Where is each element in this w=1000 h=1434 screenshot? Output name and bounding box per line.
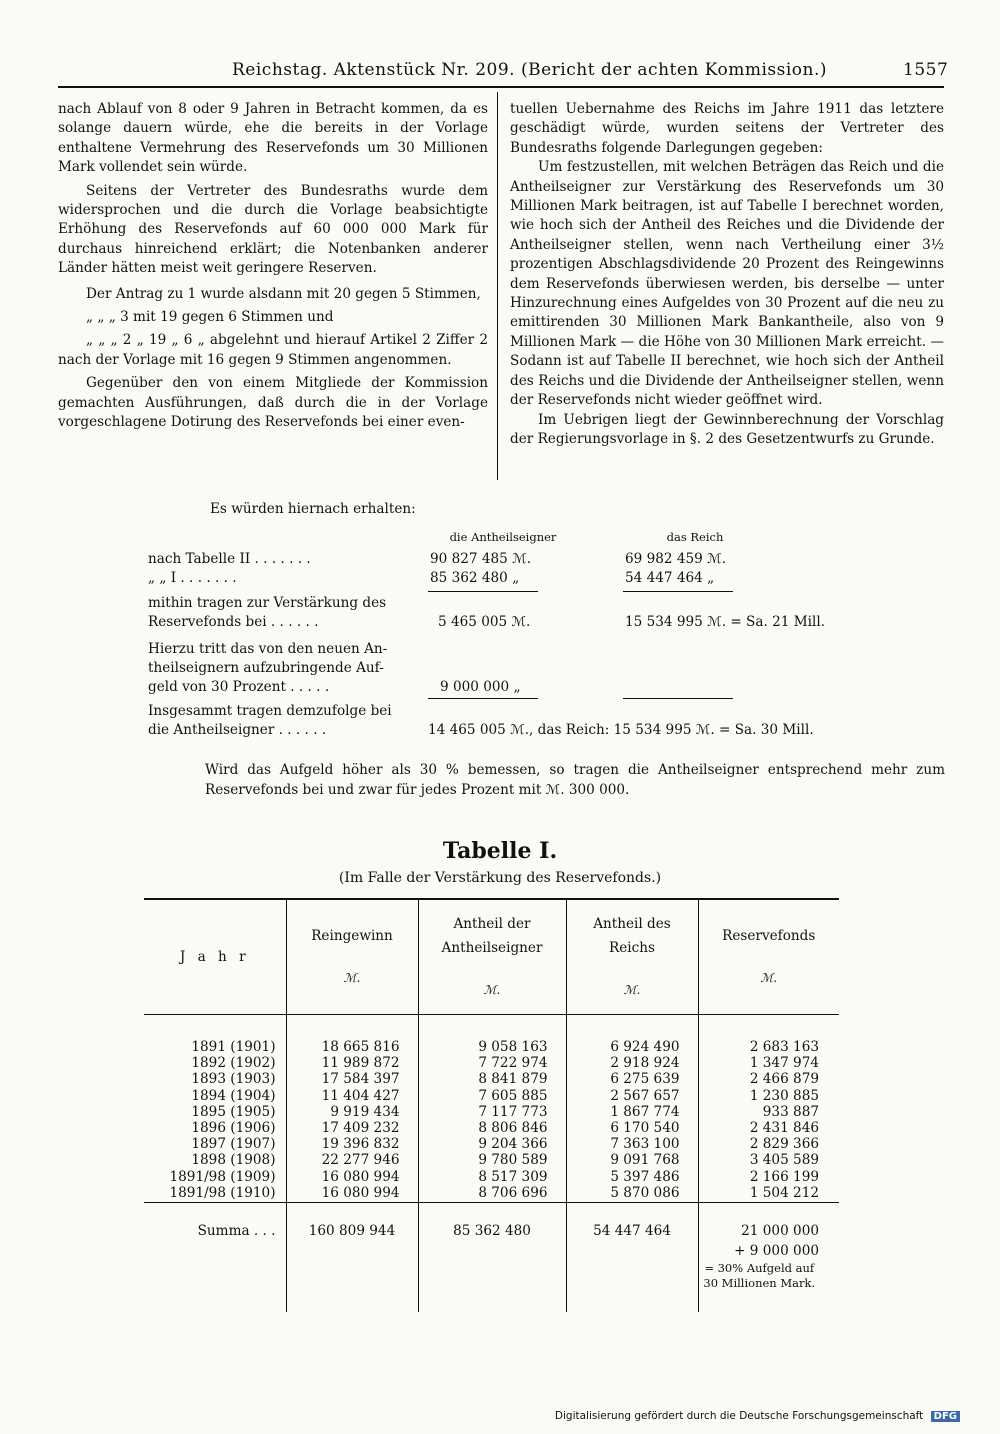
year-cell: 1896 (1906) <box>191 1120 276 1137</box>
sum-note: = 30% Aufgeld auf <box>704 1261 815 1276</box>
sum-rule <box>623 698 733 699</box>
unit-label: ℳ. <box>343 971 361 985</box>
unit-label: ℳ. <box>760 971 778 985</box>
value-cell: 3 405 589 <box>749 1152 819 1169</box>
value-cell: 8 706 696 <box>478 1184 548 1201</box>
value-cell: 2 683 163 <box>749 1039 819 1055</box>
value-cell: 8 806 846 <box>478 1120 548 1137</box>
right-column <box>510 100 944 449</box>
value-cell: 9 058 163 <box>478 1039 548 1055</box>
value-cell: 2 829 366 <box>749 1136 819 1153</box>
sum-note: 30 Millionen Mark. <box>703 1276 816 1291</box>
year-cell: 1893 (1903) <box>191 1071 276 1088</box>
reich-column <box>566 1015 698 1203</box>
left-paragraph: Seitens der Vertreter des Bundesraths wurde dem widersprochen und die durch die Vorlage beabsichtigte Erhöhung des Reservefonds auf 60 000 000 Mark für durchaus hinreichend erklärt; die Notenbanken anderer Länder hätten meist weit geringere Reserven. <box>58 182 488 277</box>
table-title: Tabelle I. <box>442 838 558 864</box>
value-cell: 2 918 924 <box>610 1055 680 1072</box>
header-jahr <box>144 900 286 1015</box>
table-body-row <box>144 1015 839 1203</box>
value-cell: 9 919 434 <box>330 1103 400 1120</box>
sum-label: Summa . . . <box>144 1203 286 1313</box>
value-cell: 2 567 657 <box>610 1087 680 1104</box>
value-cell: 5 397 486 <box>610 1168 680 1185</box>
value-cell: 9 000 000 „ <box>440 679 521 695</box>
year-cell: 1898 (1908) <box>191 1152 276 1169</box>
right-paragraph: Um festzustellen, mit welchen Beträgen das Reich und die Antheilseigner zur Verstärkung des Reservefonds um 30 Millionen Mark beitragen, ist auf Tabelle I berechnet worden, wie hoch sich der Antheil des Reiches und die Dividende der Antheilseigner stellen, wenn nach Vertheilung einer 3½ prozentigen Abschlagsdividende 20 Prozent des Reingewinns dem Reservefonds überwiesen werden, bis derselbe — unter Hinzurechnung eines Aufgeldes von 30 Prozent auf die neu zu emittirenden 30 Millionen Mark Bankantheile, also von 9 Millionen Mark — die Höhe von 30 Millionen Mark erreicht. — Sodann ist auf Tabelle II berechnet, wie hoch sich der Antheil des Reichs und die Dividende der Antheilseigner stellen, wenn der Reservefonds nicht wieder geöffnet wird. <box>510 159 944 409</box>
total-value: 14 465 005 ℳ., das Reich: 15 534 995 ℳ. = Sa. 30 Mill. <box>428 722 814 738</box>
value-cell: 9 204 366 <box>478 1136 548 1153</box>
value-cell: 69 982 459 ℳ. <box>625 551 727 567</box>
header-jahr-text: J a h r <box>179 949 250 965</box>
value-cell: 7 722 974 <box>478 1055 548 1072</box>
reingewinn-column <box>286 1015 418 1203</box>
right-paragraph: tuellen Uebernahme des Reichs im Jahre 1911 das letztere geschädigt würde, wurden seitens der Vertreter des Bundesraths folgende Darlegungen gegeben: <box>510 101 944 156</box>
value-cell: 22 277 946 <box>321 1152 400 1169</box>
value-cell: 17 584 397 <box>321 1071 400 1088</box>
value-cell: 1 867 774 <box>610 1103 680 1120</box>
aufgeld-note: Wird das Aufgeld höher als 30 % bemessen, so tragen die Antheilseigner entsprechend mehr zum Reservefonds bei und zwar für jedes Prozent mit ℳ. 300 000. <box>205 762 945 798</box>
left-paragraph: nach Ablauf von 8 oder 9 Jahren in Betracht kommen, da es solange dauern würde, ehe die bereits in der Vorlage enthaltene Vermehrung des Reservefonds um 30 Millionen Mark vollendet sein würde. <box>58 101 488 176</box>
column-header-antheilseigner: die Antheilseigner <box>449 530 557 544</box>
value-cell: 6 275 639 <box>610 1071 680 1088</box>
value-cell: 9 780 589 <box>478 1152 548 1169</box>
row-label: nach Tabelle II . . . . . . . <box>148 551 311 567</box>
year-cell: 1891/98 (1909) <box>169 1168 276 1185</box>
value-cell: 2 166 199 <box>749 1168 819 1185</box>
table-header-row <box>144 900 839 1015</box>
row-label: theilseignern aufzubringende Auf- <box>148 660 384 676</box>
value-cell: 11 404 427 <box>321 1087 400 1104</box>
value-cell: 17 409 232 <box>321 1120 400 1137</box>
row-label: „ „ I . . . . . . . <box>148 570 237 586</box>
antheilseigner-column <box>418 1015 566 1203</box>
year-cell: 1891 (1901) <box>191 1039 276 1055</box>
value-cell: 1 347 974 <box>749 1055 819 1072</box>
value-cell: 85 362 480 „ <box>430 570 520 586</box>
value-cell: 5 465 005 ℳ. <box>438 614 531 630</box>
header-reich-text: Antheil des Reichs <box>593 916 671 956</box>
value-cell: 5 870 086 <box>610 1184 680 1201</box>
sum-reich: 54 447 464 <box>566 1203 698 1313</box>
column-header-reich: das Reich <box>666 530 724 544</box>
value-cell: 6 924 490 <box>610 1039 680 1055</box>
year-cell: 1897 (1907) <box>191 1136 276 1153</box>
value-cell: 90 827 485 ℳ. <box>430 551 532 567</box>
value-cell: 54 447 464 „ <box>625 570 715 586</box>
header-reingewinn <box>286 900 418 1015</box>
left-column <box>58 100 488 433</box>
sum-reservefonds-cell <box>698 1203 839 1313</box>
value-cell: 1 230 885 <box>749 1087 819 1104</box>
header-reich <box>566 900 698 1015</box>
comparison-intro: Es würden hiernach erhalten: <box>210 501 416 517</box>
unit-label: ℳ. <box>483 983 501 997</box>
reservefonds-column <box>698 1015 839 1203</box>
vote-line: „ „ „ 3 mit 19 gegen 6 Stimmen und <box>86 309 334 326</box>
header-reservefonds-text: Reservefonds <box>722 928 816 944</box>
value-cell: 2 466 879 <box>749 1071 819 1088</box>
vote-line: „ „ „ 2 „ 19 „ 6 „ abgelehnt und hierauf Artikel 2 Ziffer 2 nach der Vorlage mit 16 gegen 9 Stimmen angenommen. <box>58 332 488 368</box>
vote-line: Der Antrag zu 1 wurde alsdann mit 20 gegen 5 Stimmen, <box>86 285 481 302</box>
row-label: mithin tragen zur Verstärkung des <box>148 595 387 611</box>
value-cell: 7 117 773 <box>478 1103 548 1120</box>
footer-text: Digitalisierung gefördert durch die Deutsche Forschungsgemeinschaft <box>554 1410 924 1422</box>
year-cell: 1891/98 (1910) <box>169 1184 276 1201</box>
row-label: Hierzu tritt das von den neuen An- <box>148 641 388 657</box>
row-label: Insgesammt tragen demzufolge bei <box>148 703 392 719</box>
row-label: geld von 30 Prozent . . . . . <box>148 679 330 695</box>
value-cell: 7 605 885 <box>478 1087 548 1104</box>
digitization-footer <box>555 1410 960 1422</box>
value-cell: 18 665 816 <box>321 1039 400 1055</box>
value-cell: 8 517 309 <box>478 1168 548 1185</box>
left-paragraph: Gegenüber den von einem Mitgliede der Kommission gemachten Ausführungen, daß durch die in der Vorlage vorgeschlagene Dotirung des Reservefonds bei einer even- <box>58 375 488 431</box>
value-cell: 16 080 994 <box>321 1184 400 1201</box>
value-cell: 9 091 768 <box>610 1152 680 1169</box>
sum-reservefonds: 21 000 000 <box>741 1223 819 1240</box>
header-reservefonds <box>698 900 839 1015</box>
sum-row <box>144 1203 839 1313</box>
column-divider <box>497 92 498 480</box>
row-label: Reservefonds bei . . . . . . <box>148 614 319 630</box>
data-table <box>144 900 839 1312</box>
header-reingewinn-text: Reingewinn <box>311 928 393 944</box>
sum-rule <box>428 591 538 592</box>
table-subtitle: (Im Falle der Verstärkung des Reservefonds.) <box>338 870 662 886</box>
header-antheilseigner-text: Antheil der Antheilseigner <box>441 916 543 956</box>
running-header: Reichstag. Aktenstück Nr. 209. (Bericht der achten Kommission.) <box>232 60 828 80</box>
row-label: die Antheilseigner . . . . . . <box>148 722 327 738</box>
value-cell: 11 989 872 <box>321 1055 400 1072</box>
value-cell: 8 841 879 <box>478 1071 548 1088</box>
value-cell: 15 534 995 ℳ. = Sa. 21 Mill. <box>625 614 826 630</box>
year-cell: 1892 (1902) <box>191 1055 276 1072</box>
year-column <box>144 1015 286 1203</box>
sum-aufgeld: + 9 000 000 <box>734 1243 819 1260</box>
header-rule <box>58 86 944 88</box>
value-cell: 6 170 540 <box>610 1120 680 1137</box>
value-cell: 933 887 <box>762 1103 819 1120</box>
value-cell: 16 080 994 <box>321 1168 400 1185</box>
year-cell: 1894 (1904) <box>191 1087 276 1104</box>
sum-rule <box>428 698 538 699</box>
dfg-logo: DFG <box>931 1411 960 1422</box>
page-number: 1557 <box>903 60 949 80</box>
unit-label: ℳ. <box>623 983 641 997</box>
year-cell: 1895 (1905) <box>191 1103 276 1120</box>
sum-antheilseigner: 85 362 480 <box>418 1203 566 1313</box>
value-cell: 19 396 832 <box>321 1136 400 1153</box>
value-cell: 1 504 212 <box>749 1184 819 1201</box>
value-cell: 2 431 846 <box>749 1120 819 1137</box>
right-paragraph: Im Uebrigen liegt der Gewinnberechnung der Vorschlag der Regierungsvorlage in §. 2 des Gesetzentwurfs zu Grunde. <box>510 411 944 447</box>
header-antheilseigner <box>418 900 566 1015</box>
sum-rule <box>623 591 733 592</box>
value-cell: 7 363 100 <box>610 1136 680 1153</box>
sum-reingewinn: 160 809 944 <box>286 1203 418 1313</box>
